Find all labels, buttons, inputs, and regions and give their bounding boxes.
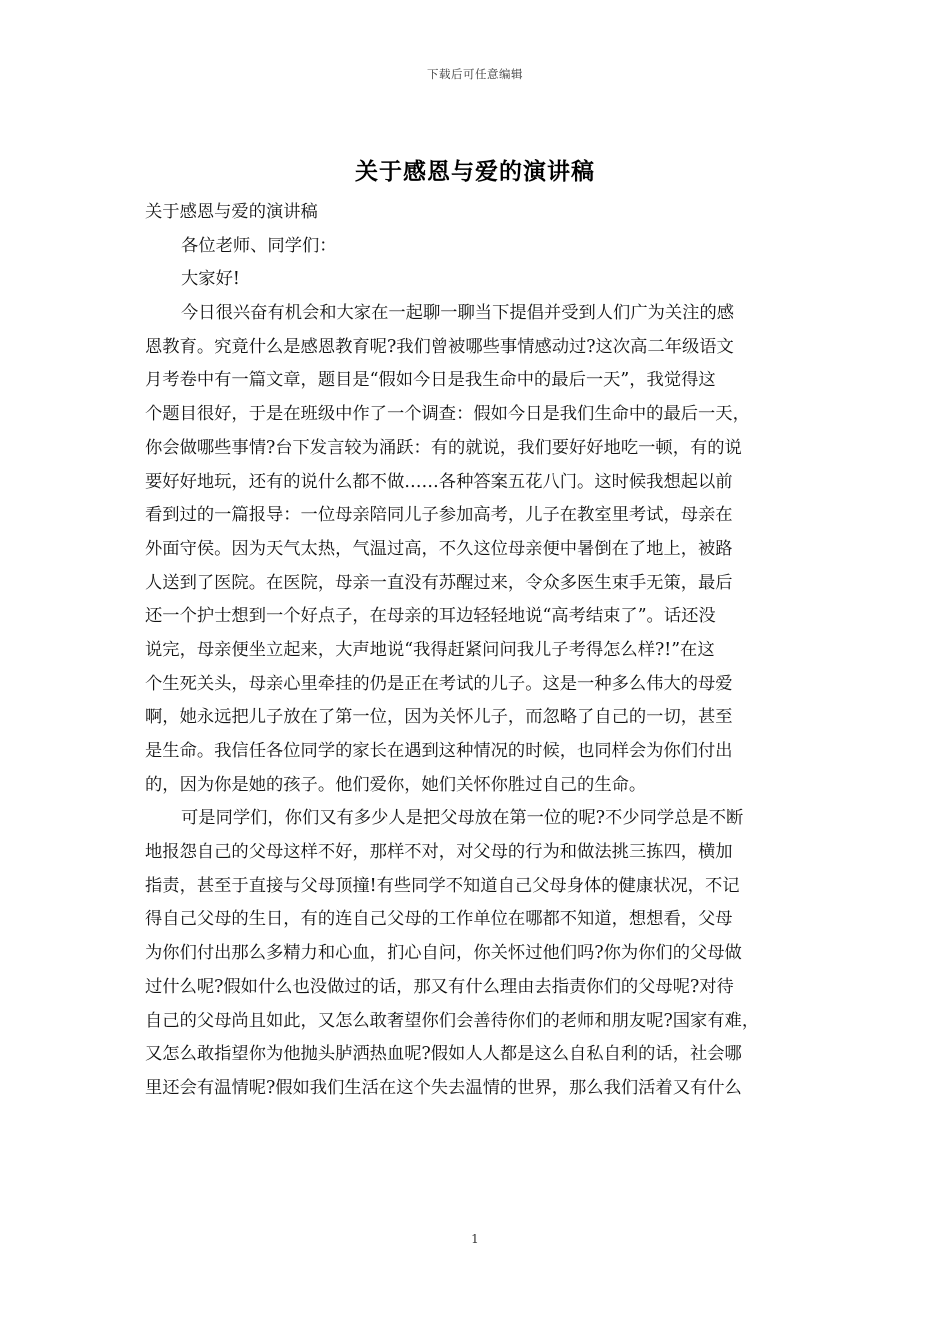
greeting-line: 大家好! [181, 269, 240, 290]
paragraph-line: 又怎么敢指望你为他抛头胪洒热血呢?假如人人都是这么自私自利的话，社会哪 [145, 1044, 742, 1065]
paragraph-line: 里还会有温情呢?假如我们生活在这个失去温情的世界，那么我们活着又有什么 [145, 1077, 742, 1098]
paragraph-line: 你会做哪些事情?台下发言较为涌跃：有的就说，我们要好好地吃一顿，有的说 [145, 437, 742, 458]
document-title: 关于感恩与爱的演讲稿 [355, 158, 595, 185]
paragraph-line: 今日很兴奋有机会和大家在一起聊一聊当下提倡并受到人们广为关注的感 [181, 303, 735, 324]
paragraph-line: 还一个护士想到一个好点子，在母亲的耳边轻轻地说“高考结束了”。话还没 [145, 606, 716, 627]
paragraph-line: 是生命。我信任各位同学的家长在遇到这种情况的时候，也同样会为你们付出 [145, 741, 733, 761]
paragraph-line: 啊，她永远把儿子放在了第一位，因为关怀儿子，而忽略了自己的一切，甚至 [145, 707, 733, 728]
paragraph-line: 地报怨自己的父母这样不好，那样不对，对父母的行为和做法挑三拣四，横加 [145, 842, 733, 863]
paragraph-line: 人送到了医院。在医院，母亲一直没有苏醒过来，令众多医生束手无策，最后 [145, 572, 733, 593]
paragraph-line: 外面守侯。因为天气太热，气温过高，不久这位母亲便中暑倒在了地上，被路 [145, 538, 733, 559]
paragraph-line: 指责，甚至于直接与父母顶撞!有些同学不知道自己父母身体的健康状况，不记 [145, 875, 740, 896]
paragraph-line: 可是同学们，你们又有多少人是把父母放在第一位的呢?不少同学总是不断 [181, 808, 744, 829]
page-number: 1 [471, 1232, 479, 1246]
paragraph-line: 为你们付出那么多精力和心血，扪心自问，你关怀过他们吗?你为你们的父母做 [145, 943, 742, 964]
page-header: 下载后可任意编辑 [427, 67, 523, 81]
paragraph-line: 要好好地玩，还有的说什么都不做……各种答案五花八门。这时候我想起以前 [145, 471, 733, 492]
paragraph-line: 的，因为你是她的孩子。他们爱你，她们关怀你胜过自己的生命。 [145, 774, 647, 795]
document-body [145, 196, 807, 1106]
paragraph-line: 过什么呢?假如什么也没做过的话，那又有什么理由去指责你们的父母呢?对待 [145, 976, 734, 997]
paragraph-line: 说完，母亲便坐立起来，大声地说“我得赶紧问问我儿子考得怎么样?!”在这 [145, 639, 715, 660]
paragraph-line: 个生死关头，母亲心里牵挂的仍是正在考试的儿子。这是一种多么伟大的母爱 [145, 673, 733, 694]
paragraph-line: 月考卷中有一篇文章，题目是“假如今日是我生命中的最后一天”，我觉得这 [145, 370, 716, 391]
paragraph-line: 自己的父母尚且如此，又怎么敢奢望你们会善待你们的老师和朋友呢?国家有难， [145, 1010, 760, 1031]
paragraph-line: 得自己父母的生日，有的连自己父母的工作单位在哪都不知道，想想看，父母 [145, 909, 733, 930]
paragraph-line: 看到过的一篇报导：一位母亲陪同儿子参加高考，儿子在教室里考试，母亲在 [145, 505, 733, 526]
subtitle-line: 关于感恩与爱的演讲稿 [145, 202, 318, 222]
salutation-line: 各位老师、同学们： [181, 235, 337, 256]
paragraph-line: 个题目很好，于是在班级中作了一个调查：假如今日是我们生命中的最后一天， [145, 404, 750, 425]
paragraph-line: 恩教育。究竟什么是感恩教育呢?我们曾被哪些事情感动过?这次高二年级语文 [145, 336, 734, 357]
